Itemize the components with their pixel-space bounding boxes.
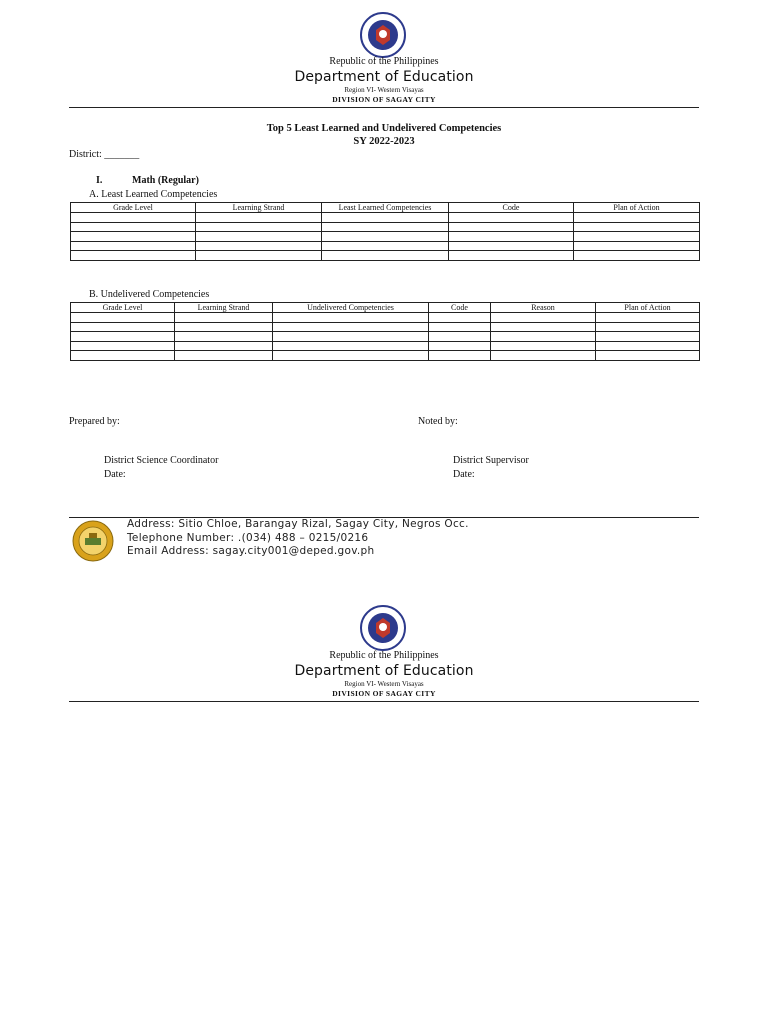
table-cell <box>175 341 273 351</box>
document-title: Top 5 Least Learned and Undelivered Competencies <box>266 123 502 134</box>
table-cell <box>429 341 491 351</box>
right-date-label: Date: <box>453 469 475 480</box>
table-cell <box>429 351 491 361</box>
republic-label: Republic of the Philippines <box>329 56 439 67</box>
table-cell <box>322 251 449 261</box>
table-row <box>71 222 700 232</box>
republic-label-page-2: Republic of the Philippines <box>329 650 439 661</box>
table-cell <box>71 232 196 242</box>
column-header: Learning Strand <box>196 203 322 213</box>
right-signatory-role: District Supervisor <box>453 455 529 466</box>
table-cell <box>491 332 596 342</box>
department-title-page-2: Department of Education <box>294 663 474 679</box>
table-cell <box>322 232 449 242</box>
table-cell <box>596 313 700 323</box>
table-cell <box>596 351 700 361</box>
table-a-caption: A. Least Learned Competencies <box>89 189 218 200</box>
table-cell <box>273 332 429 342</box>
table-cell <box>273 322 429 332</box>
table-cell <box>449 241 574 251</box>
table-cell <box>273 341 429 351</box>
table-cell <box>196 232 322 242</box>
table-cell <box>574 232 700 242</box>
table-cell <box>574 213 700 223</box>
column-header: Code <box>449 203 574 213</box>
table-cell <box>322 213 449 223</box>
column-header: Plan of Action <box>596 303 700 313</box>
table-cell <box>71 351 175 361</box>
school-year: SY 2022-2023 <box>353 136 415 147</box>
table-cell <box>71 332 175 342</box>
column-header: Learning Strand <box>175 303 273 313</box>
table-row <box>71 351 700 361</box>
table-cell <box>429 322 491 332</box>
undelivered-table <box>70 302 700 361</box>
table-cell <box>175 351 273 361</box>
left-signatory-role: District Science Coordinator <box>104 455 219 466</box>
column-header: Undelivered Competencies <box>273 303 429 313</box>
left-date-label: Date: <box>104 469 126 480</box>
deped-seal <box>360 12 406 58</box>
table-cell <box>596 322 700 332</box>
column-header: Grade Level <box>71 203 196 213</box>
table-cell <box>273 313 429 323</box>
department-title: Department of Education <box>294 69 474 85</box>
header-divider <box>69 107 699 108</box>
table-cell <box>71 313 175 323</box>
division-label-page-2: DIVISION OF SAGAY CITY <box>332 689 436 698</box>
table-cell <box>449 213 574 223</box>
table-cell <box>71 341 175 351</box>
table-cell <box>196 241 322 251</box>
table-row <box>71 313 700 323</box>
district-field: District: _______ <box>69 149 140 160</box>
region-label-page-2: Region VI- Western Visayas <box>344 680 424 688</box>
column-header: Least Learned Competencies <box>322 203 449 213</box>
table-cell <box>449 232 574 242</box>
table-header-row <box>71 203 700 213</box>
table-cell <box>273 351 429 361</box>
table-cell <box>71 213 196 223</box>
column-header: Plan of Action <box>574 203 700 213</box>
column-header: Grade Level <box>71 303 175 313</box>
header-divider-page-2 <box>69 701 699 702</box>
table-cell <box>449 222 574 232</box>
table-cell <box>596 341 700 351</box>
least-learned-table <box>70 202 700 261</box>
table-row <box>71 241 700 251</box>
table-cell <box>71 241 196 251</box>
table-cell <box>574 241 700 251</box>
table-row <box>71 332 700 342</box>
footer-email: Email Address: sagay.city001@deped.gov.ph <box>127 545 375 557</box>
region-label: Region VI- Western Visayas <box>344 86 424 94</box>
footer-address: Address: Sitio Chloe, Barangay Rizal, Sagay City, Negros Occ. <box>127 518 469 530</box>
table-cell <box>429 332 491 342</box>
table-cell <box>449 251 574 261</box>
table-b-caption: B. Undelivered Competencies <box>89 289 210 300</box>
table-cell <box>196 222 322 232</box>
table-header-row <box>71 303 700 313</box>
column-header: Code <box>429 303 491 313</box>
table-cell <box>491 341 596 351</box>
deped-seal-page-2 <box>360 605 406 651</box>
table-cell <box>175 332 273 342</box>
table-row <box>71 213 700 223</box>
table-cell <box>491 351 596 361</box>
table-cell <box>491 322 596 332</box>
table-cell <box>574 251 700 261</box>
table-cell <box>71 322 175 332</box>
city-seal-icon <box>72 520 114 562</box>
table-cell <box>175 322 273 332</box>
table-row <box>71 232 700 242</box>
table-cell <box>491 313 596 323</box>
table-cell <box>175 313 273 323</box>
noted-by-label: Noted by: <box>418 416 458 427</box>
table-row <box>71 341 700 351</box>
section-number: I. <box>96 175 103 186</box>
division-label: DIVISION OF SAGAY CITY <box>332 95 436 104</box>
table-cell <box>71 222 196 232</box>
table-cell <box>71 251 196 261</box>
table-cell <box>596 332 700 342</box>
table-row <box>71 251 700 261</box>
table-cell <box>196 213 322 223</box>
footer-telephone: Telephone Number: .(034) 488 – 0215/0216 <box>127 532 369 544</box>
table-row <box>71 322 700 332</box>
table-cell <box>429 313 491 323</box>
table-cell <box>322 241 449 251</box>
section-title: Math (Regular) <box>132 175 199 186</box>
table-cell <box>196 251 322 261</box>
column-header: Reason <box>491 303 596 313</box>
table-cell <box>574 222 700 232</box>
prepared-by-label: Prepared by: <box>69 416 120 427</box>
table-cell <box>322 222 449 232</box>
